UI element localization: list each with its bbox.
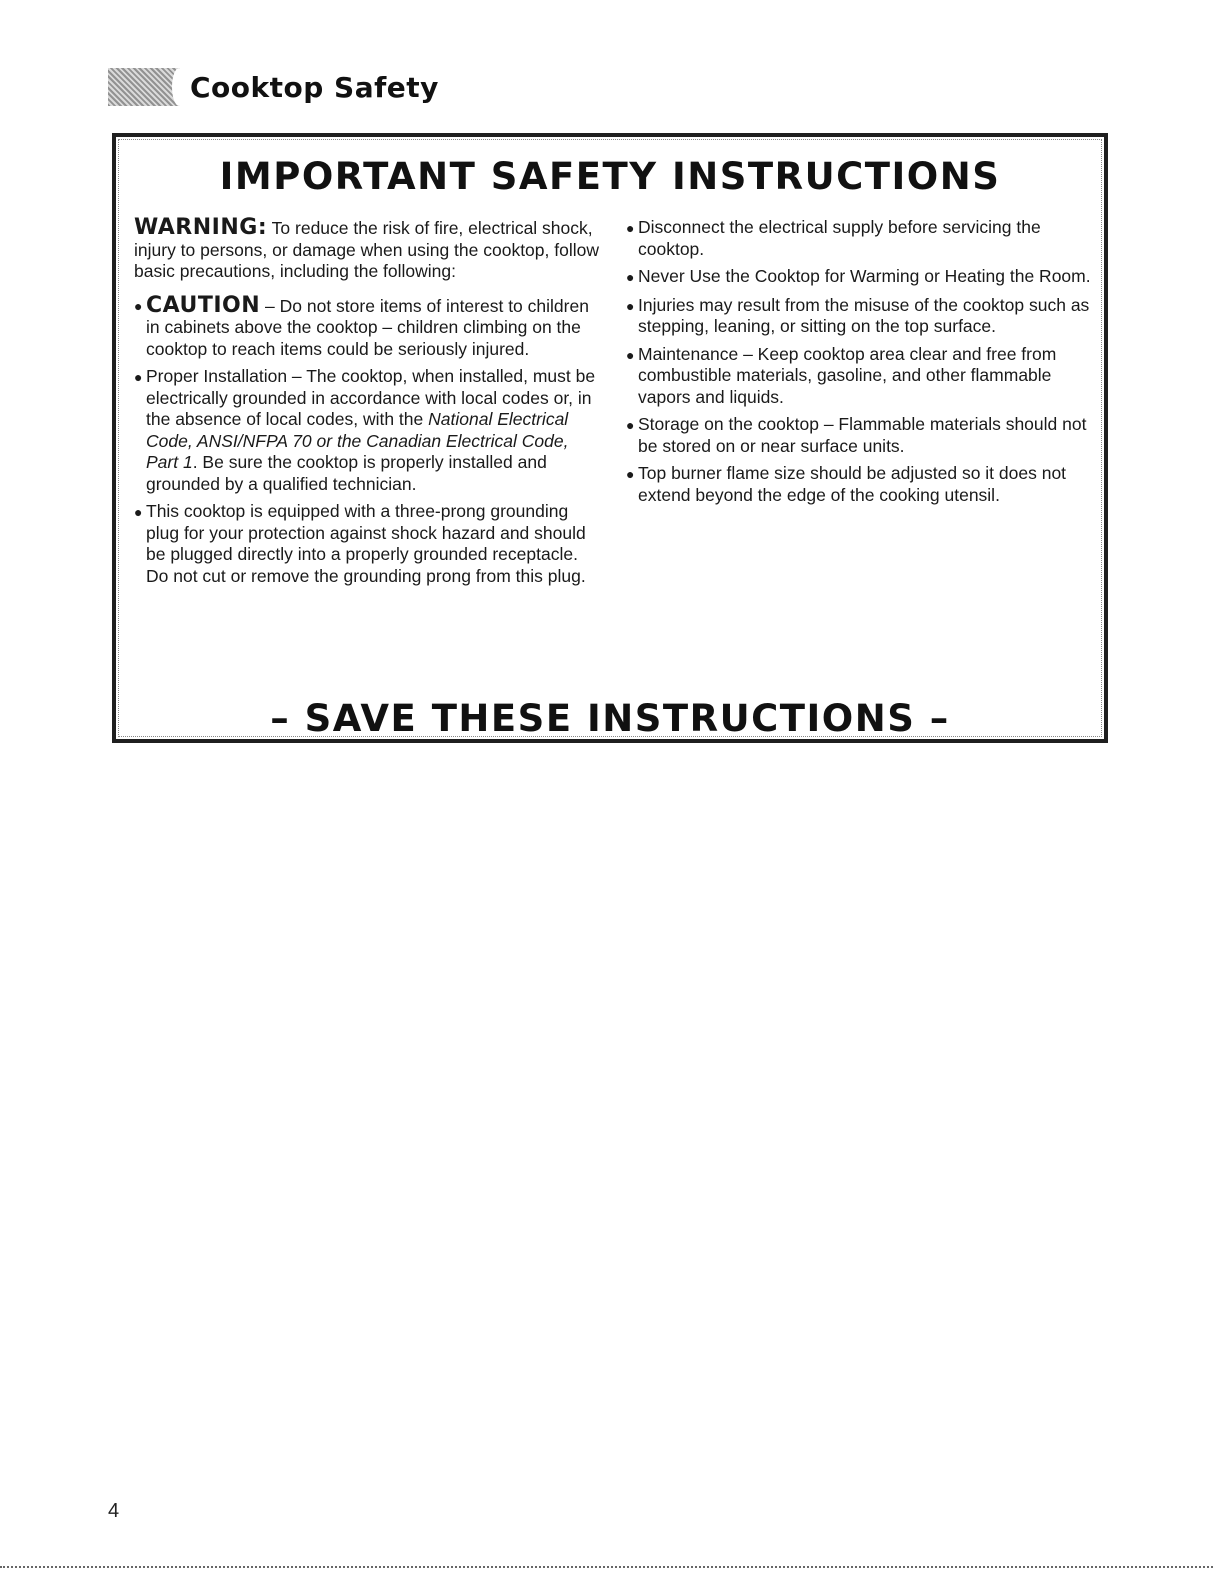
warning-label: WARNING: — [134, 215, 268, 240]
save-instructions-heading: – SAVE THESE INSTRUCTIONS – — [270, 697, 950, 740]
safety-instructions-box — [112, 133, 1108, 743]
list-item-text: Disconnect the electrical supply before servicing the cooktop. — [638, 217, 1041, 259]
section-header — [108, 62, 439, 112]
installation-text-start: Proper Installation – The cooktop, when installed, must be electrically grounded in accordance with local codes or, in the absence of local codes, with the — [146, 366, 596, 429]
warning-paragraph — [134, 217, 602, 283]
bullet-dot-icon: ● — [626, 297, 635, 314]
list-item — [626, 463, 1096, 506]
caution-bullet — [134, 292, 602, 361]
grounding-plug-text: This cooktop is equipped with a three-prong grounding plug for your protection against shock hazard and should be plugged directly into a properly grounded receptacle. Do not cut or remove the grounding prong from this plug. — [146, 501, 586, 586]
left-column — [134, 217, 602, 593]
bottom-divider — [0, 1566, 1213, 1568]
bullet-dot-icon: ● — [626, 269, 635, 285]
list-item — [626, 266, 1096, 289]
grounding-plug-bullet — [134, 501, 602, 587]
right-column — [626, 217, 1096, 512]
bullet-dot-icon: ● — [626, 346, 635, 363]
list-item-text: Never Use the Cooktop for Warming or Heating the Room. — [638, 266, 1091, 286]
installation-bullet — [134, 366, 602, 495]
bullet-dot-icon: ● — [626, 466, 635, 482]
section-logo-graphic — [108, 68, 180, 106]
list-item — [626, 414, 1096, 457]
page-number: 4 — [108, 1500, 120, 1522]
list-item-text: Maintenance – Keep cooktop area clear and free from combustible materials, gasoline, and other flammable vapors and liquids. — [638, 343, 1057, 407]
bullet-dot-icon: ● — [134, 297, 143, 314]
list-item-text: Top burner flame size should be adjusted so it does not extend beyond the edge of the cooking utensil. — [638, 463, 1067, 505]
list-item — [626, 217, 1096, 260]
bullet-dot-icon: ● — [134, 369, 143, 385]
caution-label: CAUTION — [146, 292, 261, 318]
warning-text: To reduce the risk of fire, electrical shock, injury to persons, or damage when using the cooktop, follow basic precautions, including the following: — [134, 218, 599, 281]
list-item — [626, 344, 1096, 409]
section-title: Cooktop Safety — [190, 70, 439, 104]
caution-text: – Do not store items of interest to children in cabinets above the cooktop – children climbing on the cooktop to reach items could be seriously injured. — [146, 295, 589, 359]
bullet-dot-icon: ● — [134, 504, 143, 520]
installation-code-reference: National Electrical Code, ANSI/NFPA 70 or the Canadian Electrical Code, Part 1 — [146, 409, 569, 472]
list-item — [626, 295, 1096, 338]
main-heading: IMPORTANT SAFETY INSTRUCTIONS — [219, 155, 1001, 198]
installation-text-end: . Be sure the cooktop is properly installed and grounded by a qualified technician. — [146, 452, 547, 494]
bullet-dot-icon: ● — [626, 220, 635, 236]
list-item-text: Injuries may result from the misuse of the cooktop such as stepping, leaning, or sitting on the top surface. — [638, 294, 1090, 336]
list-item-text: Storage on the cooktop – Flammable materials should not be stored on or near surface units. — [638, 414, 1087, 456]
bullet-dot-icon: ● — [626, 417, 635, 433]
